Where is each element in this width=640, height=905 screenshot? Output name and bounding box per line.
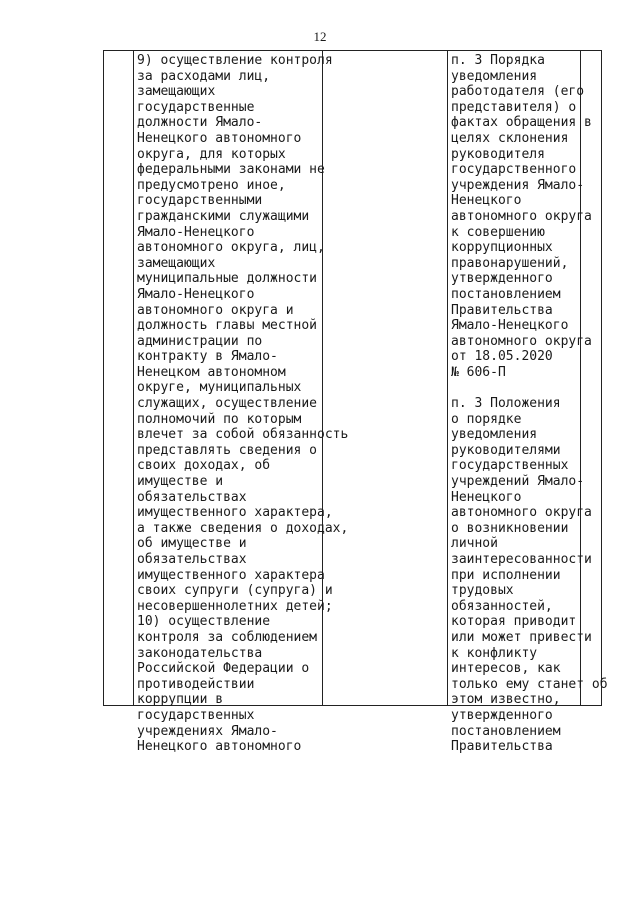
page-number: 12: [313, 29, 327, 44]
column-divider-3: [447, 51, 448, 705]
measures-cell-text: 9) осуществление контроля за расходами лиц, замещающих государственные должности Ямало- Ненецкого автономного округа, для которых федеральными законами не предусмотрено иное, государственными гражданскими служащими Ямало-Ненецкого автономного округа, лиц, замещающих муниципальные должности Ямало-Ненецкого автономного округа и должность главы местной администрации по контракту в Ямало- Ненецком автономном округе, муниципальных служащих, осуществление полномочий по которым влечет за собой обязанность представлять сведения о своих доходах, об имуществе и обязательствах имущественного характера, а также сведения о доходах, об имуществе и обязательствах имущественного характера своих супруги (супруга) и несовершеннолетних детей; 10) осуществление контроля за соблюдением законодательства Российской Федерации о противодействии коррупции в государственных учреждениях Ямало- Ненецкого автономного: [137, 53, 349, 755]
column-divider-1: [133, 51, 134, 705]
regulation-table: [103, 50, 608, 755]
legal-basis-cell-text: п. 3 Порядка уведомления работодателя (его представителя) о фактах обращения в целях склонения руководителя государственного учреждения Ямало- Ненецкого автономного округа к совершению коррупционных правонарушений, утвержденного постановлением Правительства Ямало-Ненецкого автономного округа от 18.05.2020 № 606-П п. 3 Положения о порядке уведомления руководителями государственных учреждений Ямало- Ненецкого автономного округа о возникновении личной заинтересованности при исполнении трудовых обязанностей, которая приводит или может привести к конфликту интересов, как только ему станет об этом известно, утвержденного постановлением Правительства: [451, 53, 608, 755]
